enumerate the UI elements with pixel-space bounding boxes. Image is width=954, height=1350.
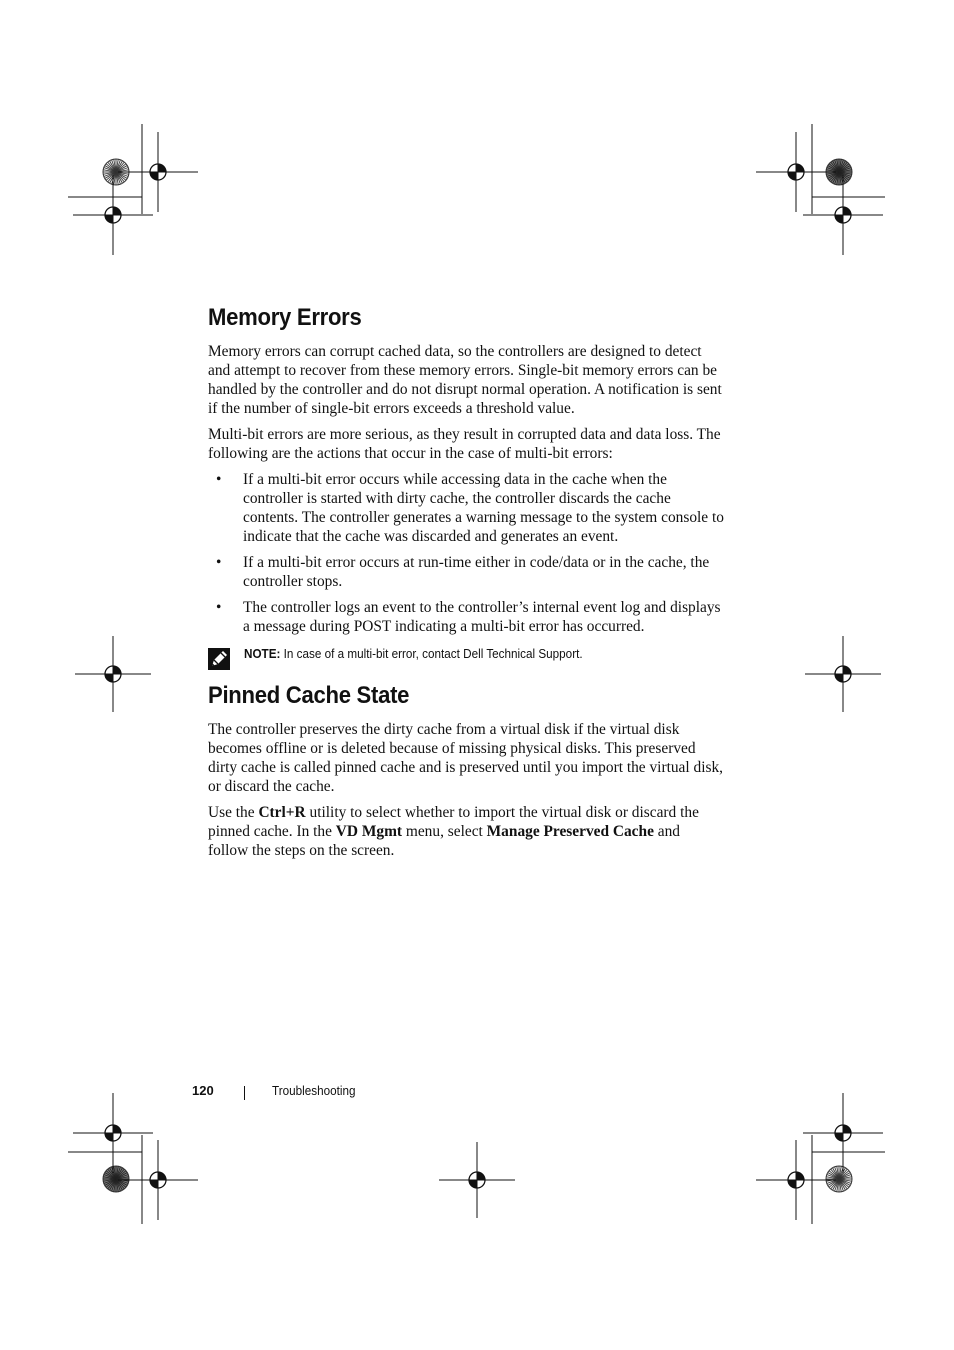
crosshair-target-icon [118, 132, 198, 212]
section-heading-memory-errors: Memory Errors [208, 304, 362, 331]
paragraph-with-ui-terms [208, 803, 724, 860]
section-heading-pinned-cache-state: Pinned Cache State [208, 682, 410, 709]
note-label: NOTE: [244, 646, 281, 661]
bullet-icon: • [216, 599, 222, 616]
crosshair-target-icon [803, 1093, 883, 1173]
ui-term-vd-mgmt: VD Mgmt [335, 823, 403, 840]
note-callout [208, 645, 724, 669]
crosshair-target-icon [73, 175, 153, 255]
list-item [208, 470, 724, 546]
list-item-text: The controller logs an event to the controller’s internal event log and displays a message during POST indicating a multi-bit error has occurred. [243, 599, 721, 635]
list-item [208, 553, 724, 591]
text-run: and follow the steps on the screen. [208, 823, 680, 859]
crosshair-target-icon [73, 1093, 153, 1173]
text-run: Use the [208, 804, 259, 821]
starburst-target-icon [826, 1166, 852, 1192]
crosshair-target-icon [75, 636, 151, 712]
footer-separator [244, 1086, 245, 1100]
list-item [208, 598, 724, 636]
crosshair-target-icon [805, 636, 881, 712]
crosshair-target-icon [439, 1142, 515, 1218]
paragraph: Multi-bit errors are more serious, as they result in corrupted data and data loss. The following are the actions that occur in the case of multi-bit errors: [208, 426, 721, 462]
note-body: In case of a multi-bit error, contact Dell Technical Support. [280, 646, 583, 661]
ui-term-manage-preserved-cache: Manage Preserved Cache [486, 823, 654, 840]
crosshair-target-icon [756, 132, 836, 212]
paragraph: Memory errors can corrupt cached data, so the controllers are designed to detect and attempt to recover from these memory errors. Single-bit memory errors can be handled by the controller and do not disrupt normal operation. A notification is sent if the number of single-bit errors exceeds a threshold value. [208, 343, 722, 417]
note-text [244, 645, 583, 663]
starburst-target-icon [103, 1166, 129, 1192]
paragraph: The controller preserves the dirty cache from a virtual disk if the virtual disk becomes offline or is deleted because of missing physical disks. This preserved dirty cache is called pinned cache and is preserved until you import the virtual disk, or discard the cache. [208, 721, 724, 795]
pencil-note-icon [208, 648, 230, 670]
list-item-text: If a multi-bit error occurs while accessing data in the cache when the controller is started with dirty cache, the controller discards the cache contents. The controller generates a warning message to the system console to indicate that the cache was discarded and generates an event. [243, 471, 724, 545]
page-number: 120 [192, 1083, 214, 1098]
text-run: utility to select whether to import the virtual disk or discard the pinned cache. In the [208, 804, 699, 840]
text-run: menu, select [402, 823, 487, 840]
footer-section-name: Troubleshooting [272, 1083, 356, 1098]
ui-term-ctrl-r: Ctrl+R [258, 804, 306, 821]
list-item-text: If a multi-bit error occurs at run-time either in code/data or in the cache, the controller stops. [243, 554, 710, 590]
page-content [208, 300, 724, 867]
bullet-icon: • [216, 471, 222, 488]
crosshair-target-icon [803, 175, 883, 255]
bullet-list [208, 470, 724, 636]
bullet-icon: • [216, 554, 222, 571]
